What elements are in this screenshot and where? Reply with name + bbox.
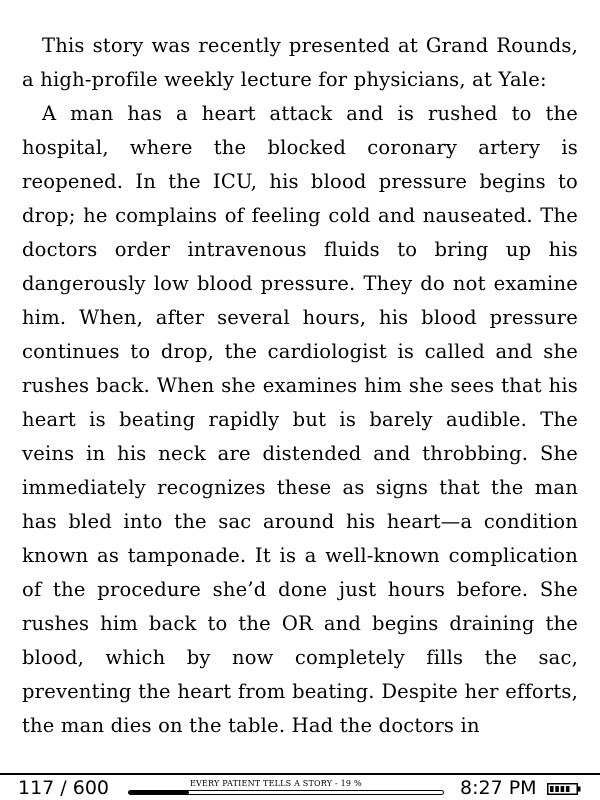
reading-progress-fill (129, 791, 189, 794)
page-counter[interactable]: 117 / 600 (18, 777, 110, 799)
paragraph-1: This story was recently presented at Grand Rounds, a high-profile weekly lecture for physicians, at Yale: (22, 34, 578, 91)
reading-progress-bar (128, 790, 444, 795)
paragraph-2: A man has a heart attack and is rushed to the hospital, where the blocked coronary artery is reopened. In the ICU, his blood pressure begins to drop; he complains of feeling cold and nauseated. The doctors order intravenous fluids to bring up his dangerously low blood pressure. They do not examine him. When, after several hours, his blood pressure continues to drop, the cardiologist is called and she rushes back. When she examines him she sees that his heart is beating rapidly but is barely audible. The veins in his neck are distended and throbbing. She immediately recognizes these as signs that the man has bled into the sac around his heart—a condition known as tamponade. It is a well-known complication of the procedure she’d done just hours before. She rushes him back to the OR and begins draining the blood, which by now completely fills the sac, preventing the heart from beating. Despite her efforts, the man dies on the table. Had the doctors in (22, 102, 578, 737)
clock: 8:27 PM (460, 777, 537, 799)
battery-cell (561, 786, 565, 792)
battery-cell (555, 786, 559, 792)
reader-page[interactable] (22, 29, 578, 769)
battery-icon (547, 783, 581, 795)
battery-cell (566, 786, 570, 792)
battery-cell (550, 786, 554, 792)
status-bar (0, 773, 600, 800)
book-title-progress: EVERY PATIENT TELLS A STORY - 19 % (190, 779, 362, 788)
